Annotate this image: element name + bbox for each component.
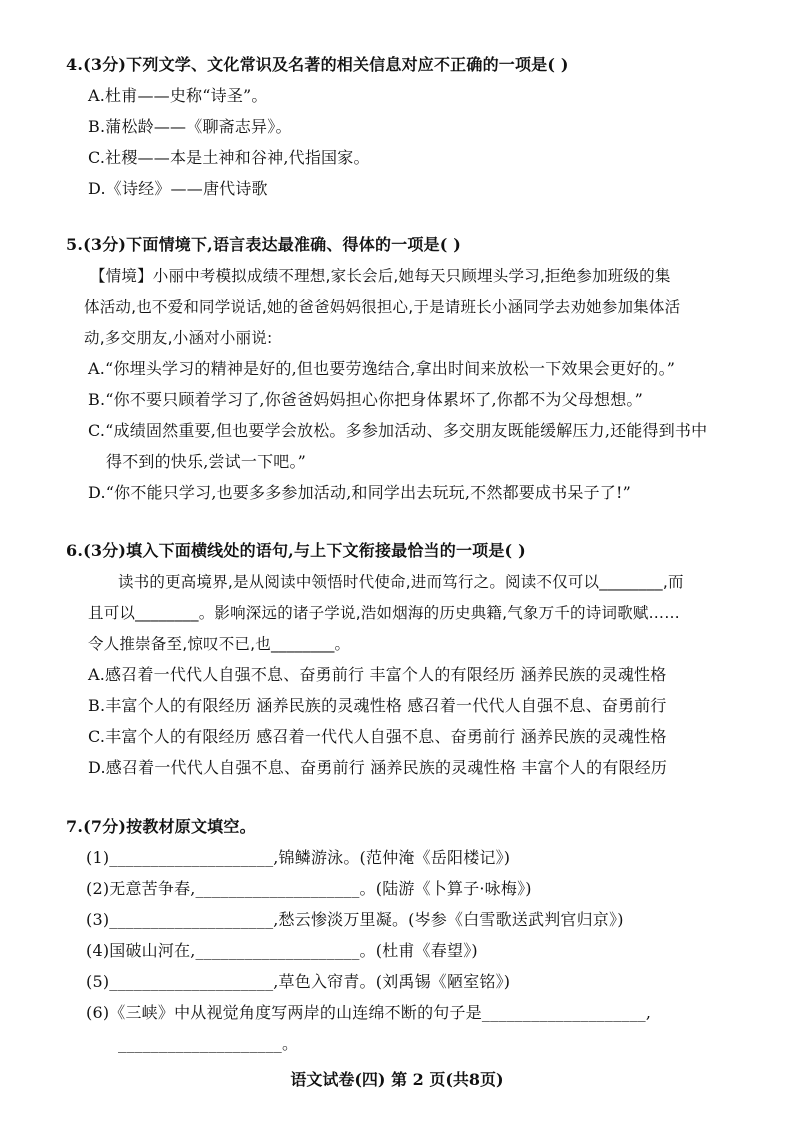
question-6-context-line-2: 且可以________。影响深远的诸子学说,浩如烟海的历史典籍,气象万千的诗词歌赋…… xyxy=(88,604,680,622)
question-6-title: 6.(3分)填入下面横线处的语句,与上下文衔接最恰当的一项是( ) xyxy=(66,541,526,560)
question-7-item-1: (1)____________________,锦鳞游泳。(范仲淹《岳阳楼记》) xyxy=(86,848,511,867)
question-6-option-c: C.丰富个人的有限经历 感召着一代代人自强不息、奋勇前行 涵养民族的灵魂性格 xyxy=(88,727,667,746)
question-5-context-line-2: 体活动,也不爱和同学说话,她的爸爸妈妈很担心,于是请班长小涵同学去劝她参加集体活 xyxy=(84,298,681,316)
question-7-item-6: (6)《三峡》中从视觉角度写两岸的山连绵不断的句子是____________________, xyxy=(86,1003,652,1022)
question-5-option-d: D.“你不能只学习,也要多多参加活动,和同学出去玩玩,不然都要成书呆子了!” xyxy=(88,483,631,502)
question-7-item-2: (2)无意苦争春,____________________。(陆游《卜算子·咏梅》) xyxy=(86,879,532,898)
question-6-option-a: A.感召着一代代人自强不息、奋勇前行 丰富个人的有限经历 涵养民族的灵魂性格 xyxy=(88,665,667,684)
question-5-option-c: C.“成绩固然重要,但也要学会放松。多参加活动、多交朋友既能缓解压力,还能得到书中 xyxy=(88,421,708,440)
question-4-option-d: D.《诗经》——唐代诗歌 xyxy=(88,179,268,198)
question-5-option-b: B.“你不要只顾着学习了,你爸爸妈妈担心你把身体累坏了,你都不为父母想想。” xyxy=(88,390,643,409)
question-5-option-c-cont: 得不到的快乐,尝试一下吧。” xyxy=(106,452,307,471)
question-5-title: 5.(3分)下面情境下,语言表达最准确、得体的一项是( ) xyxy=(66,235,462,254)
question-6-option-d: D.感召着一代代人自强不息、奋勇前行 涵养民族的灵魂性格 丰富个人的有限经历 xyxy=(88,758,668,777)
question-4-option-a: A.杜甫——史称“诗圣”。 xyxy=(88,86,268,105)
question-5-context-line-1: 【情境】小丽中考模拟成绩不理想,家长会后,她每天只顾埋头学习,拒绝参加班级的集 xyxy=(90,267,671,285)
page-footer: 语文试卷(四) 第 2 页(共8页) xyxy=(290,1070,504,1089)
question-4-option-b: B.蒲松龄——《聊斋志异》。 xyxy=(88,117,292,136)
question-7-item-3: (3)____________________,愁云惨淡万里凝。(岑参《白雪歌送武判官归京》) xyxy=(86,910,624,929)
question-5-context-line-3: 动,多交朋友,小涵对小丽说: xyxy=(84,329,273,347)
question-7-item-6-cont: ____________________。 xyxy=(118,1034,299,1053)
question-7-title: 7.(7分)按教材原文填空。 xyxy=(66,817,256,836)
question-5-option-a: A.“你埋头学习的精神是好的,但也要劳逸结合,拿出时间来放松一下效果会更好的。” xyxy=(88,359,676,378)
question-7-item-4: (4)国破山河在,____________________。(杜甫《春望》) xyxy=(86,941,478,960)
question-6-context-line-3: 令人推崇备至,惊叹不已,也________。 xyxy=(88,635,351,653)
question-4-title: 4.(3分)下列文学、文化常识及名著的相关信息对应不正确的一项是( ) xyxy=(66,55,569,74)
question-6-context-line-1: 读书的更高境界,是从阅读中领悟时代使命,进而笃行之。阅读不仅可以________,而 xyxy=(118,573,684,591)
question-7-item-5: (5)____________________,草色入帘青。(刘禹锡《陋室铭》) xyxy=(86,972,511,991)
question-6-option-b: B.丰富个人的有限经历 涵养民族的灵魂性格 感召着一代代人自强不息、奋勇前行 xyxy=(88,696,667,715)
question-4-option-c: C.社稷——本是土神和谷神,代指国家。 xyxy=(88,148,370,167)
